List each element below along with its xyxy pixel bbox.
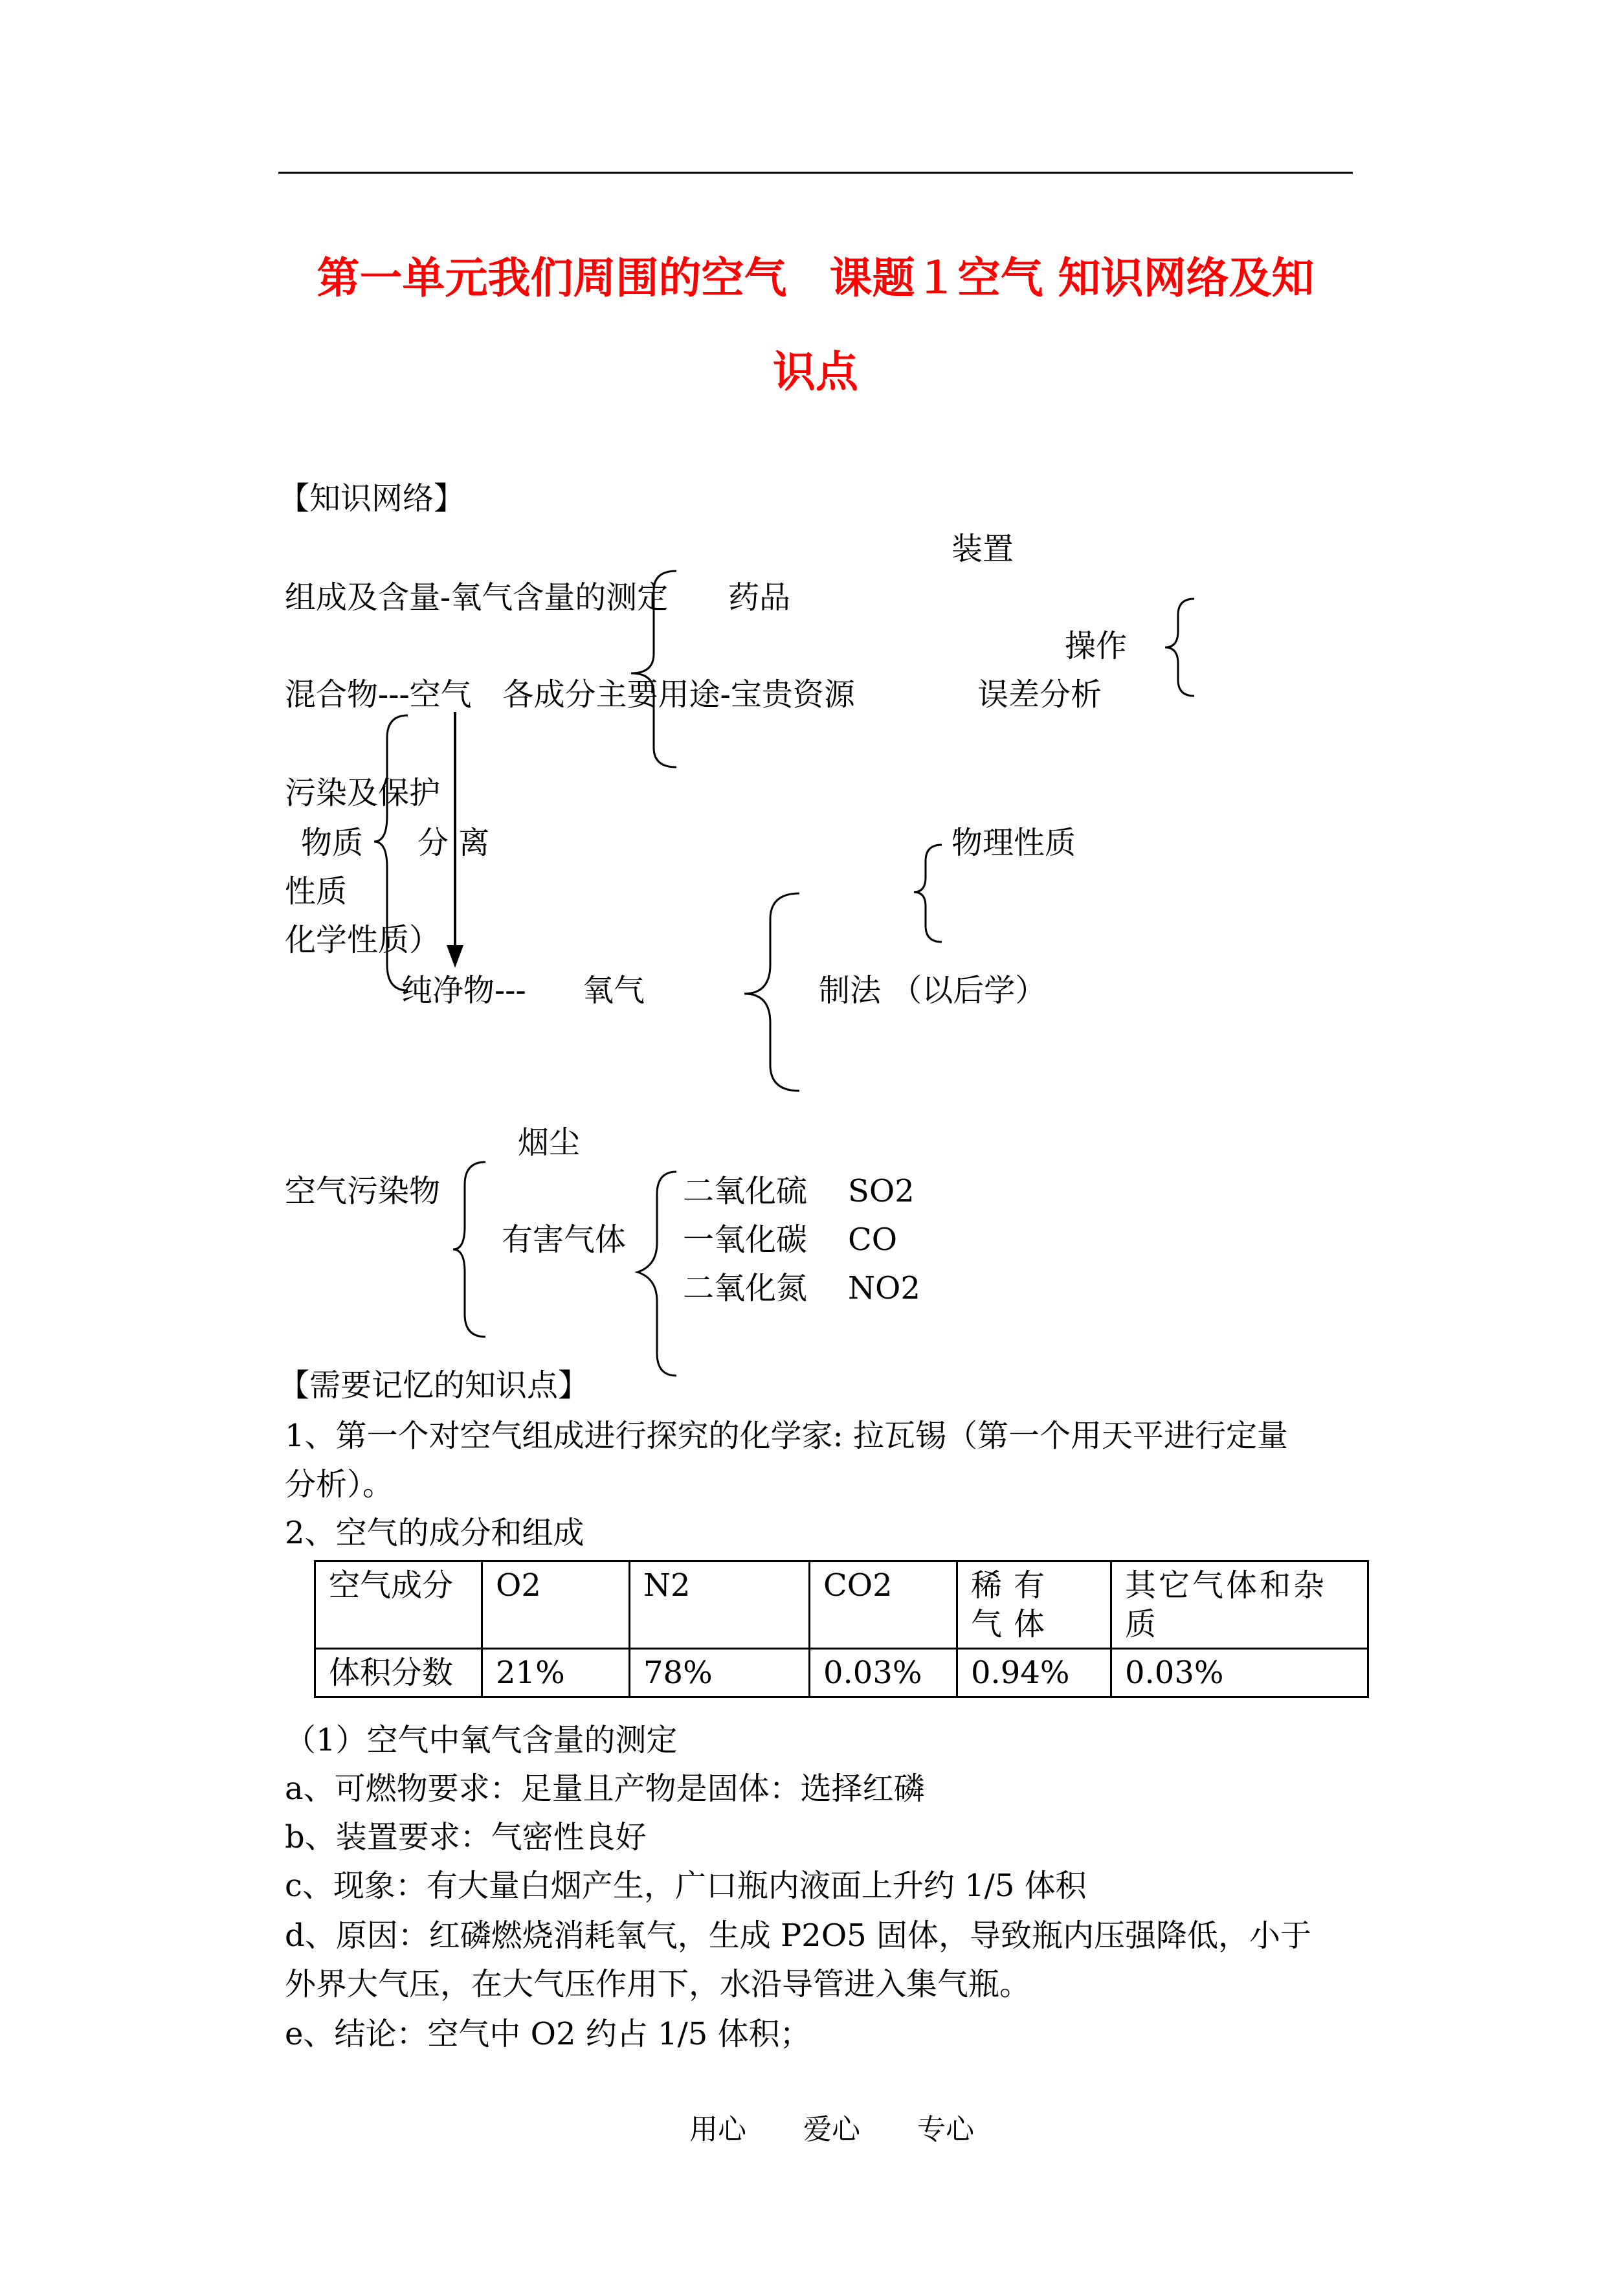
node-chemical: 化学性质） <box>285 922 441 958</box>
gas-formula: SO2 <box>848 1173 915 1209</box>
gas-name: 二氧化氮 <box>683 1270 808 1306</box>
page-title-line2: 识点 <box>773 347 858 397</box>
composition-table <box>314 1560 1369 1698</box>
table-cell: 21% <box>482 1649 630 1697</box>
gas-name: 二氧化硫 <box>683 1173 808 1209</box>
brace-pollutants <box>453 1162 485 1337</box>
section1-item-e: e、结论：空气中 O2 约占 1/5 体积； <box>285 2016 811 2052</box>
table-cell: N2 <box>630 1561 810 1649</box>
node-substance: 物质 <box>301 825 364 861</box>
brace-properties <box>914 845 942 942</box>
page-footer: 用心 爱心 专心 <box>689 2113 974 2146</box>
node-device: 装置 <box>951 531 1014 567</box>
memory-heading: 【需要记忆的知识点】 <box>278 1367 590 1404</box>
section1-item-b: b、装置要求：气密性良好 <box>285 1819 647 1855</box>
node-pollution: 污染及保护 <box>285 775 441 811</box>
node-medicine: 药品 <box>728 579 791 616</box>
table-cell: 0.03% <box>810 1649 957 1697</box>
section1-heading: （1）空气中氧气含量的测定 <box>285 1722 678 1758</box>
node-composition: 组成及含量-氧气含量的测定 <box>285 579 669 616</box>
table-row <box>315 1649 1368 1697</box>
table-cell: O2 <box>482 1561 630 1649</box>
gas-formula: CO <box>848 1222 898 1258</box>
section1-item-c: c、现象：有大量白烟产生，广口瓶内液面上升约 1/5 体积 <box>285 1868 1087 1904</box>
brace-oxygen <box>744 893 799 1091</box>
table-cell: 空气成分 <box>315 1561 482 1649</box>
table-cell: 0.03% <box>1111 1649 1368 1697</box>
separation-arrowhead <box>447 945 463 968</box>
section1-item-d-cont: 外界大气压，在大气压作用下，水沿导管进入集气瓶。 <box>285 1966 1031 2002</box>
table-cell: 0.94% <box>957 1649 1111 1697</box>
table-cell: CO2 <box>810 1561 957 1649</box>
node-preparation: 制法 （以后学） <box>819 972 1047 1009</box>
node-pure: 纯净物--- <box>401 972 526 1009</box>
page-title-line1: 第一单元我们周围的空气 课题１空气 知识网络及知 <box>317 253 1315 303</box>
memory-item1: 1、第一个对空气组成进行探究的化学家: 拉瓦锡（第一个用天平进行定量 <box>285 1418 1288 1454</box>
table-cell: 其它气体和杂质 <box>1111 1561 1368 1649</box>
pollutant-harmful: 有害气体 <box>502 1222 627 1258</box>
section1-item-a: a、可燃物要求：足量且产物是固体：选择红磷 <box>285 1771 925 1807</box>
pollutant-dust: 烟尘 <box>518 1124 581 1161</box>
memory-item1-cont: 分析）。 <box>285 1466 394 1503</box>
node-physical: 物理性质 <box>951 825 1076 861</box>
table-cell: 78% <box>630 1649 810 1697</box>
brace-operation <box>1165 599 1194 696</box>
memory-item2: 2、空气的成分和组成 <box>285 1515 584 1551</box>
node-mixture: 混合物---空气 各成分主要用途-宝贵资源 <box>285 677 855 713</box>
node-operation: 操作 <box>1065 628 1128 664</box>
node-oxygen: 氧气 <box>583 972 645 1009</box>
network-heading: 【知识网络】 <box>278 480 465 517</box>
table-cell: 体积分数 <box>315 1649 482 1697</box>
table-cell: 稀有气体 <box>957 1561 1111 1649</box>
pollutant-label: 空气污染物 <box>285 1173 441 1209</box>
node-property: 性质 <box>285 873 348 910</box>
node-separation: 分 离 <box>417 825 490 861</box>
table-row <box>315 1561 1368 1649</box>
gas-name: 一氧化碳 <box>683 1222 808 1258</box>
gas-formula: NO2 <box>848 1270 920 1306</box>
brace-gases <box>638 1172 676 1376</box>
section1-item-d: d、原因：红磷燃烧消耗氧气，生成 P2O5 固体，导致瓶内压强降低，小于 <box>285 1918 1311 1954</box>
node-error: 误差分析 <box>977 677 1102 713</box>
